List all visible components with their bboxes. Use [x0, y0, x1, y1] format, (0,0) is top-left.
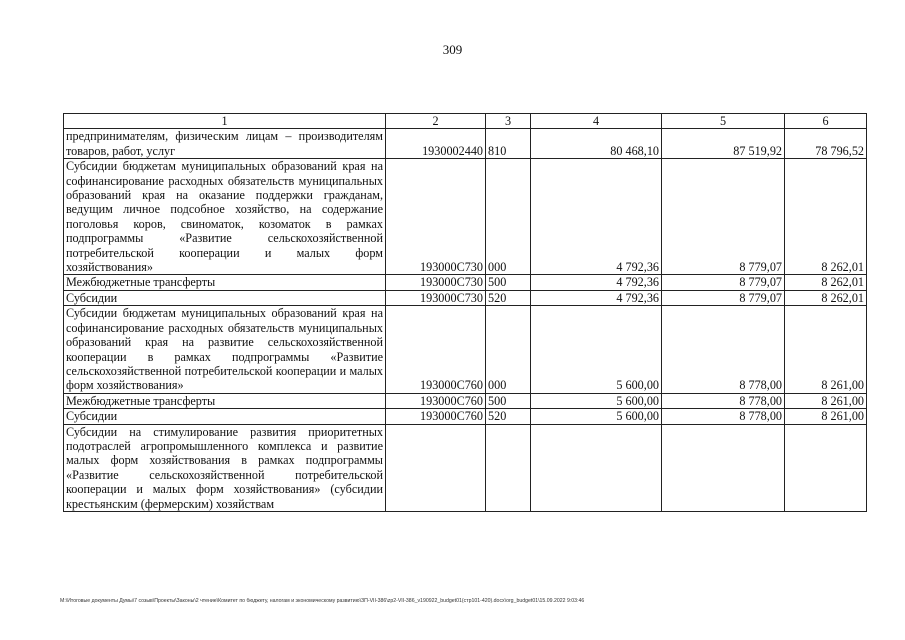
- row-value-5: 8 778,00: [662, 393, 785, 408]
- row-value-6: 8 261,00: [785, 393, 867, 408]
- row-value-6: 8 261,00: [785, 306, 867, 393]
- column-header-3: 3: [486, 114, 531, 129]
- page-number: 309: [442, 42, 463, 57]
- row-description: Субсидии бюджетам муниципальных образований края на софинансирование расходных обязательств муниципальных образований края на развитие сельскохозяйственной кооперации в рамках подпрограммы «Развитие сельскохозяйственной потребительской кооперации и малых форм хозяйствования»: [64, 306, 386, 393]
- row-description: Межбюджетные трансферты: [64, 393, 386, 408]
- row-value-4: 5 600,00: [531, 393, 662, 408]
- row-value-4: 5 600,00: [531, 409, 662, 424]
- row-code: 193000С730: [386, 275, 486, 290]
- table-row: [64, 409, 867, 424]
- row-description: Субсидии: [64, 290, 386, 305]
- row-value-4: 4 792,36: [531, 290, 662, 305]
- row-expense-type: 520: [486, 409, 531, 424]
- row-expense-type: 500: [486, 275, 531, 290]
- row-description: Субсидии: [64, 409, 386, 424]
- table-row: [64, 393, 867, 408]
- row-code: 193000С760: [386, 306, 486, 393]
- row-description: Субсидии на стимулирование развития приоритетных подотраслей агропромышленного комплекса и развитие малых форм хозяйствования в рамках подпрограммы «Развитие сельскохозяйственной потребительской кооперации и малых форм хозяйствования» (субсидии крестьянским (фермерским) хозяйствам: [64, 424, 386, 511]
- row-code: 193000С760: [386, 409, 486, 424]
- document-footer-path: M:\Итоговые документы Думы\7 созыв\Проекты\Законы\2 чтение\Комитет по бюджету, налогам и экономическому развитию\ЗП-VII-386\zp2-VII-386_v190922_budget01(стр101-420).docx\org_budget01\15.09.2022 9:03:46: [60, 598, 585, 604]
- row-value-6: 8 261,00: [785, 409, 867, 424]
- table-row: [64, 129, 867, 159]
- row-value-6: 8 262,01: [785, 275, 867, 290]
- row-value-4: 5 600,00: [531, 306, 662, 393]
- row-expense-type: 810: [486, 129, 531, 159]
- row-value-4: 80 468,10: [531, 129, 662, 159]
- table-header-row: [64, 114, 867, 129]
- table-row: [64, 159, 867, 275]
- row-expense-type: 520: [486, 290, 531, 305]
- row-code: [386, 424, 486, 511]
- row-description: Межбюджетные трансферты: [64, 275, 386, 290]
- row-value-6: 8 262,01: [785, 290, 867, 305]
- row-value-5: 8 778,00: [662, 306, 785, 393]
- table-row: [64, 275, 867, 290]
- row-expense-type: [486, 424, 531, 511]
- row-description: Субсидии бюджетам муниципальных образований края на софинансирование расходных обязательств муниципальных образований края на оказание поддержки гражданам, ведущим личное подсобное хозяйство, на содержание поголовья коров, свиноматок, козоматок в рамках подпрограммы «Развитие сельскохозяйственной потребительской кооперации и малых форм хозяйствования»: [64, 159, 386, 275]
- row-code: 193000С730: [386, 290, 486, 305]
- column-header-2: 2: [386, 114, 486, 129]
- row-value-5: 8 778,00: [662, 409, 785, 424]
- column-header-5: 5: [662, 114, 785, 129]
- row-code: 1930002440: [386, 129, 486, 159]
- row-expense-type: 000: [486, 306, 531, 393]
- row-value-5: 8 779,07: [662, 290, 785, 305]
- table-row: [64, 306, 867, 393]
- budget-table: [63, 113, 867, 512]
- row-value-6: 78 796,52: [785, 129, 867, 159]
- row-value-4: 4 792,36: [531, 159, 662, 275]
- row-code: 193000С730: [386, 159, 486, 275]
- row-value-5: 8 779,07: [662, 275, 785, 290]
- row-description: предпринимателям, физическим лицам – производителям товаров, работ, услуг: [64, 129, 386, 159]
- row-value-4: 4 792,36: [531, 275, 662, 290]
- row-expense-type: 500: [486, 393, 531, 408]
- column-header-1: 1: [64, 114, 386, 129]
- column-header-4: 4: [531, 114, 662, 129]
- row-value-6: [785, 424, 867, 511]
- row-value-5: 8 779,07: [662, 159, 785, 275]
- row-value-5: [662, 424, 785, 511]
- table-row: [64, 290, 867, 305]
- row-expense-type: 000: [486, 159, 531, 275]
- row-value-6: 8 262,01: [785, 159, 867, 275]
- row-value-5: 87 519,92: [662, 129, 785, 159]
- column-header-6: 6: [785, 114, 867, 129]
- row-code: 193000С760: [386, 393, 486, 408]
- table-row: [64, 424, 867, 511]
- row-value-4: [531, 424, 662, 511]
